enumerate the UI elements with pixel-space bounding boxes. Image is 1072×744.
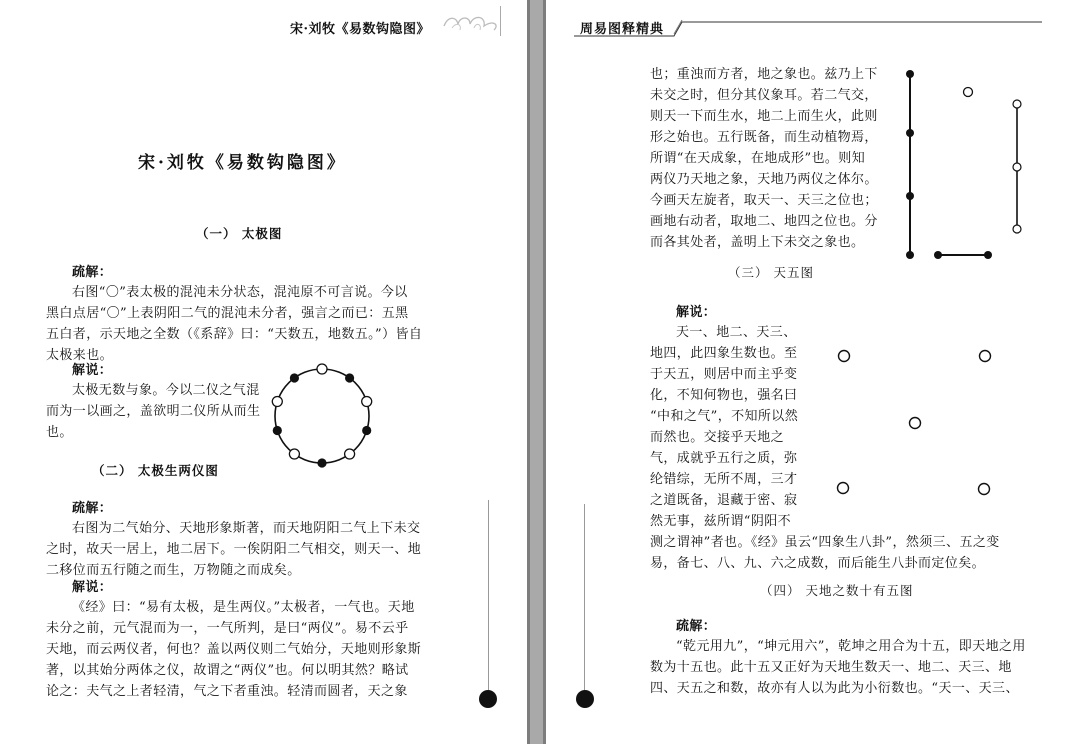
- text-line: 《经》曰：“易有太极，是生两仪。”太极者，一气也。天地: [72, 600, 415, 615]
- left-page: [0, 0, 527, 744]
- text-line: 论之：夫气之上者轻清，气之下者重浊。轻清而圆者，天之象: [46, 684, 408, 699]
- shujie-4-text: [650, 636, 1050, 699]
- text-line: 也；重浊而方者，地之象也。兹乃上下: [650, 67, 878, 82]
- jieshuo-3-continued: [650, 532, 1050, 574]
- text-line: “中和之气”，不知所以然: [650, 409, 799, 424]
- heading-tiandi-zhishu-tu: （四） 天地之数十有五图: [760, 583, 914, 598]
- black-dot: [273, 426, 282, 435]
- text-line: 气，成就乎五行之质，弥: [650, 451, 798, 466]
- white-dot: [980, 351, 991, 362]
- label-jieshuo-2: 解说：: [72, 580, 113, 595]
- white-dot: [289, 449, 299, 459]
- text-line: 天地，而云两仪者，何也？盖以两仪则二气始分，天地则形象斯: [46, 642, 422, 657]
- right-running-header: 周易图释精典: [580, 22, 665, 37]
- text-line: 则天一下而生水，地二上而生火，此则: [650, 109, 878, 124]
- black-dot: [317, 458, 326, 467]
- text-line: 二移位而五行随之而生，万物随之而成矣。: [46, 563, 301, 578]
- page-title: 宋·刘牧《易数钩隐图》: [138, 153, 347, 173]
- text-line: 于天五，则居中而主乎变: [650, 367, 798, 382]
- text-line: 形之始也。五行既备，而生动植物焉，: [650, 130, 878, 145]
- text-line: 右图“〇”表太极的混沌未分状态，混沌原不可言说。今以: [72, 285, 408, 300]
- white-dot: [317, 364, 327, 374]
- page-edge-rule: [584, 504, 585, 690]
- white-dot: [964, 88, 973, 97]
- label-shujie-4: 疏解：: [676, 619, 717, 634]
- tianwu-diagram: [832, 344, 1002, 504]
- heading-tianwu-tu: （三） 天五图: [728, 265, 814, 280]
- heading-taiji-tu: （一） 太极图: [196, 226, 283, 241]
- label-shujie-2: 疏解：: [72, 501, 113, 516]
- liangyi-diagram: [902, 68, 1032, 264]
- text-line: 今画天左旋者，取天一、天三之位也；: [650, 193, 878, 208]
- black-dot: [906, 70, 914, 78]
- text-line: 易，备七、八、九、六之成数，而后能生八卦而定位矣。: [650, 556, 986, 571]
- text-line: 画地右动者，取地二、地四之位也。分: [650, 214, 878, 229]
- gutter-highlight: [530, 0, 543, 744]
- text-line: 而为一以画之，盖欲明二仪所从而生: [46, 404, 261, 419]
- white-dot: [839, 351, 850, 362]
- text-line: 太极来也。: [46, 348, 114, 363]
- white-dot: [979, 484, 990, 495]
- text-line: 所谓“在天成象，在地成形”也。则知: [650, 151, 866, 166]
- header-underline: [574, 16, 1042, 38]
- white-dot: [910, 418, 921, 429]
- black-dot: [345, 373, 354, 382]
- text-line: 而然也。交接乎天地之: [650, 430, 785, 445]
- black-dot: [934, 251, 942, 259]
- label-jieshuo-3: 解说：: [676, 305, 717, 320]
- white-dot: [272, 397, 282, 407]
- text-line: 未交之时，但分其仪象耳。若二气交，: [650, 88, 878, 103]
- right-page: [546, 0, 1072, 744]
- black-dot: [906, 192, 914, 200]
- shujie-2-text: [46, 518, 436, 581]
- taiji-circle-diagram: [266, 364, 378, 468]
- label-jieshuo-1: 解说：: [72, 363, 113, 378]
- text-line: 黑白点居“〇”上表阴阳二气的混沌未分者，强言之而已：五黑: [46, 306, 409, 321]
- white-dot: [1013, 100, 1021, 108]
- page-number-marker: [576, 690, 594, 708]
- text-line: 天一、地二、天三、: [676, 325, 797, 340]
- text-line: 而各其处者，盖明上下未交之象也。: [650, 235, 865, 250]
- text-line: 四、天五之和数，故亦有人以为此为小衍数也。“天一、天三、: [650, 681, 1019, 696]
- white-dot: [345, 449, 355, 459]
- jieshuo-3-text: [650, 322, 830, 532]
- text-line: 纶错综，无所不周，三才: [650, 472, 798, 487]
- text-line: 两仪乃天地之象，天地乃两仪之体尔。: [650, 172, 878, 187]
- text-line: 然无事，兹所谓“阴阳不: [650, 514, 792, 529]
- text-line: 五白者，示天地之全数（《系辞》曰：“天数五，地数五。”）皆自: [46, 327, 423, 342]
- text-line: 太极无数与象。今以二仪之气混: [72, 383, 260, 398]
- header-rule: [500, 6, 501, 36]
- cloud-ornament-icon: [440, 10, 502, 34]
- text-line: 之时，故天一居上，地二居下。一俟阴阳二气相交，则天一、地: [46, 542, 422, 557]
- text-line: 化，不知何物也，强名曰: [650, 388, 798, 403]
- black-dot: [984, 251, 992, 259]
- black-dot: [290, 373, 299, 382]
- white-dot: [362, 397, 372, 407]
- white-dot: [1013, 163, 1021, 171]
- text-line: 之道既备，退藏于密、寂: [650, 493, 798, 508]
- white-dot: [1013, 225, 1021, 233]
- text-line: 地四，此四象生数也。至: [650, 346, 798, 361]
- text-line: 未分之前，元气混而为一，一气所判，是曰“两仪”。易不云乎: [46, 621, 409, 636]
- page-number-marker: [479, 690, 497, 708]
- text-line: 数为十五也。此十五又正好为天地生数天一、地二、天三、地: [650, 660, 1012, 675]
- text-line: “乾元用九”，“坤元用六”，乾坤之用合为十五，即天地之用: [676, 639, 1026, 654]
- shujie-1-text: [46, 282, 436, 366]
- black-dot: [362, 426, 371, 435]
- text-line: 右图为二气始分、天地形象斯著，而天地阴阳二气上下未交: [72, 521, 421, 536]
- black-dot: [906, 251, 914, 259]
- page-edge-rule: [488, 500, 489, 690]
- text-line: 也。: [46, 425, 73, 440]
- label-shujie-1: 疏解：: [72, 265, 113, 280]
- jieshuo-2-text: [46, 597, 436, 702]
- black-dot: [906, 129, 914, 137]
- top-continued-text: [650, 64, 920, 253]
- text-line: 著，以其始分两体之仪，故谓之“两仪”也。何以明其然？略试: [46, 663, 409, 678]
- white-dot: [838, 483, 849, 494]
- heading-taiji-sheng-liangyi-tu: （二） 太极生两仪图: [92, 463, 219, 478]
- text-line: 测之谓神”者也。《经》虽云“四象生八卦”，然须三、五之变: [650, 535, 1000, 550]
- jieshuo-1-text: [46, 380, 276, 443]
- left-running-header: 宋·刘牧《易数钩隐图》: [290, 22, 431, 37]
